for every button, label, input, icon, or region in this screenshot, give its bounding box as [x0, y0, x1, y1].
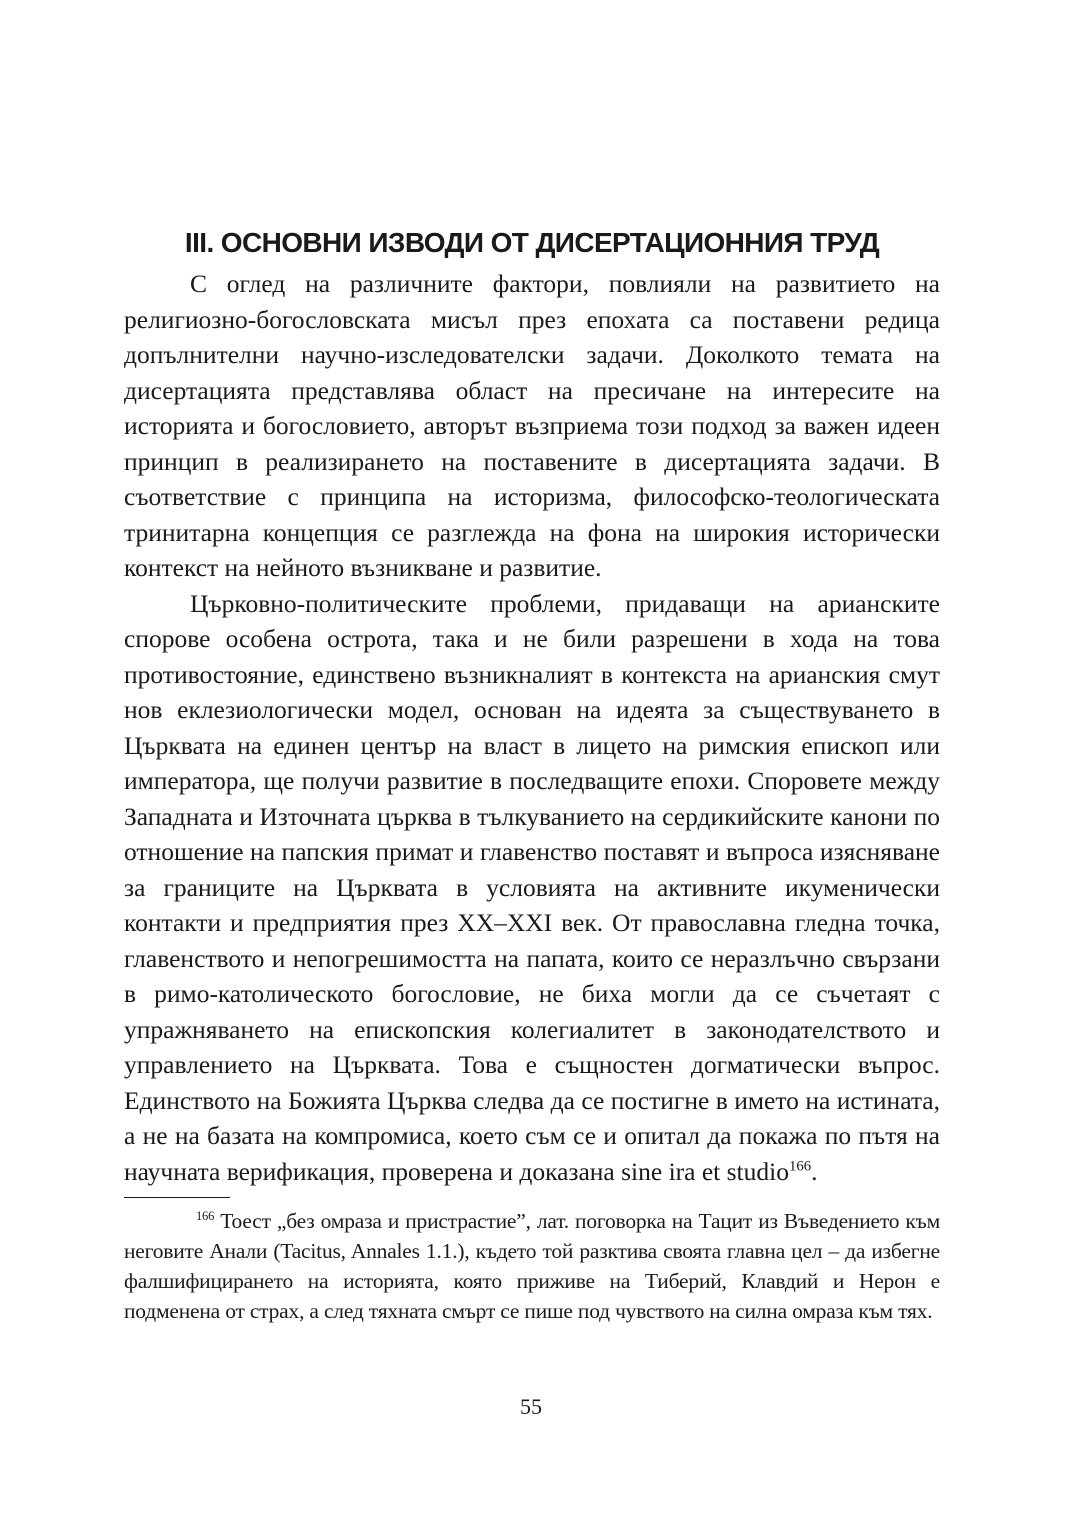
footnote-text: Тоест „без омраза и пристрастие”, лат. поговорка на Тацит из Въведението към неговите Анали (Tacitus, Annales 1.1.), където той разктива своята главна цел – да избегне фалшифицирането на историята, която приживе на Тиберий, Клавдий и Нерон е подменена от страх, а след тяхната смърт се пише под чувството на силна омраза към тях. [124, 1209, 940, 1323]
section-heading: III. ОСНОВНИ ИЗВОДИ ОТ ДИСЕРТАЦИОННИЯ ТРУД [184, 227, 880, 258]
page-number: 55 [520, 1394, 542, 1419]
body-paragraph-2 [124, 586, 940, 1190]
page-content [124, 210, 940, 1326]
footnote-reference[interactable]: 166 [788, 1158, 812, 1174]
paragraph-end-punctuation: . [811, 1156, 818, 1186]
body-paragraph-1: С оглед на различните фактори, повлияли на развитието на религиозно-богословската мисъл през епохата са поставени редица допълнителни научно-изследователски задачи. Доколкото темата на дисертацията представлява област на пресичане на интересите на историята и богословието, авторът възприема този подход за важен идеен принцип в реализирането на поставените в дисертацията задачи. В съответствие с принципа на историзма, философско-теологическата тринитарна концепция се разглежда на фона на широкия исторически контекст на нейното възникване и развитие. [124, 269, 940, 582]
footnote-number: 166 [196, 1208, 215, 1223]
body-paragraph-2-text: Църковно-политическите проблеми, придаващи на арианските спорове особена острота, така и не били разрешени в хода на това противостояние, единствено възникналият в контекста на арианския смут нов еклезиологически модел, основан на идеята за съществуването в Църквата на единен център на власт в лицето на римския епископ или императора, ще получи развитие в последващите епохи. Споровете между Западната и Източната църква в тълкуванието на сердикийските канони по отношение на папския примат и главенство поставят и въпроса изясняване за границите на Църквата в условията на активните икуменически контакти и предприятия през XX–XXI век. От православна гледна точка, главенството и непогрешимостта на папата, които се неразлъчно свързани в римо-католическото богословие, не биха могли да се съчетаят с упражняването на епископския колегиалитет в законодателството и управлението на Църквата. Това е същностен догматически въпрос. Единството на Божията Църква следва да се постигне в името на истината, а не на базата на компромиса, което съм се и опитал да покажа по пътя на научната верификация, проверена и доказана sine ira et studio [124, 588, 940, 1186]
footnote-separator [124, 1197, 230, 1198]
footnote [124, 1206, 940, 1326]
